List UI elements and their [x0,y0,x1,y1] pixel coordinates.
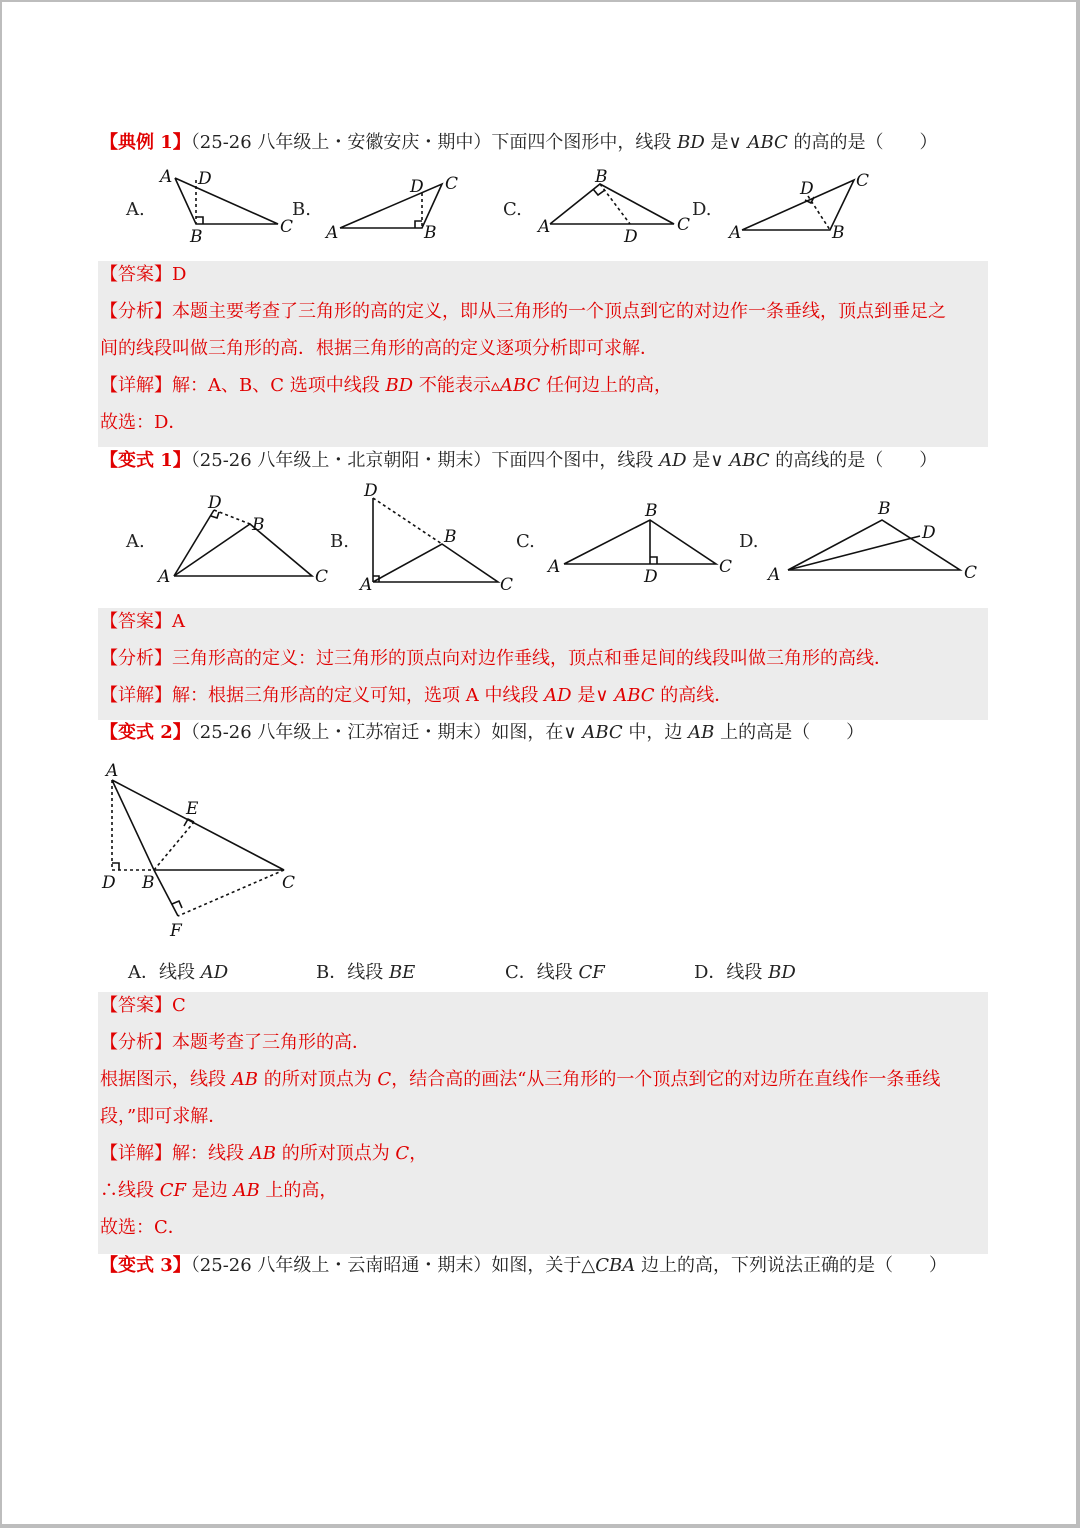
figure-point-label: D [364,481,378,501]
figure-point-label: B [424,223,437,243]
q1-figure-a [175,178,278,224]
question-3: 【变式 2】（25-26 八年级上・江苏宿迁・期末）如图，在∨ ABC 中，边 AB 上的高是（ ） [100,722,865,743]
figure-point-label: A [538,217,551,237]
figure-point-label: C [677,215,691,235]
figure-point-label: D [800,179,814,199]
document-page [2,2,1076,1524]
q1-figure-b [340,184,442,228]
figure-point-label: D [208,493,222,513]
option-label-a: A. [126,531,145,552]
figure-point-label: C [315,567,329,587]
q2-figure-b [373,498,498,582]
option-a: A．线段 AD [128,962,229,983]
analysis-1: 【分析】本题主要考查了三角形的高的定义，即从三角形的一个顶点到它的对边作一条垂线，顶点到垂足之 [100,301,946,322]
figure-point-label: B [252,515,265,535]
analysis-3-line3: 段，”即可求解． [100,1106,227,1127]
option-d: D．线段 BD [694,962,796,983]
analysis-3-line2: 根据图示，线段 AB 的所对顶点为 C，结合高的画法“从三角形的一个顶点到它的对边所在直线作一条垂线 [100,1069,941,1090]
figure-point-label: C [280,217,294,237]
figure-point-label: A [106,761,119,781]
q2-figure-c [564,520,716,564]
figure-point-label: A [548,557,561,577]
answer-1: 【答案】D [100,264,187,285]
figure-point-label: C [282,873,296,893]
figure-point-label: D [198,169,212,189]
q2-figures [2,480,1076,600]
figure-point-label: C [500,575,514,595]
q2-figure-a [174,510,312,576]
figure-point-label: D [410,177,424,197]
option-c: C．线段 CF [505,962,605,983]
question-tag: 【变式 3】 [100,1255,191,1276]
figure-point-label: D [922,523,936,543]
question-tag: 【典例 1】 [100,132,191,153]
q3-figure [92,754,352,944]
option-label-b: B. [292,199,311,220]
option-label-d: D. [692,199,712,220]
detail-1: 【详解】解：A、B、C 选项中线段 BD 不能表示▵ABC 任何边上的高， [100,375,672,396]
detail-2: 【详解】解：根据三角形高的定义可知，选项 A 中线段 AD 是∨ ABC 的高线． [100,685,733,706]
choose-1: 故选：D． [100,412,187,433]
label: A [160,167,173,187]
answer-2: 【答案】A [100,611,185,632]
question-2: 【变式 1】（25-26 八年级上・北京朝阳・期末）下面四个图中，线段 AD 是∨ ABC 的高线的是（ ） [100,450,938,471]
option-label-a: A. [126,199,145,220]
detail-3: 【详解】解：线段 AB 的所对顶点为 C， [100,1143,428,1164]
figure-point-label: B [190,227,203,247]
choose-3: 故选：C． [100,1217,186,1238]
question-tag: 【变式 1】 [100,450,191,471]
question-tag: 【变式 2】 [100,722,191,743]
question-1: 【典例 1】（25-26 八年级上・安徽安庆・期中）下面四个图形中，线段 BD 是∨ ABC 的高的是（ ） [100,132,938,153]
figure-point-label: C [856,171,870,191]
figure-point-label: F [170,921,182,941]
figure-point-label: B [142,873,155,893]
figure-point-label: C [964,563,978,583]
figure-point-label: A [158,567,171,587]
option-b: B．线段 BE [316,962,416,983]
option-label-d: D. [739,531,759,552]
analysis-2: 【分析】三角形高的定义：过三角形的顶点向对边作垂线，顶点和垂足间的线段叫做三角形的高线． [100,648,892,669]
figure-point-label: A [326,223,339,243]
figure-point-label: B [878,499,891,519]
figure-point-label: C [445,174,459,194]
option-label-c: C. [503,199,522,220]
figure-point-label: E [186,799,199,819]
figure-point-label: B [595,167,608,187]
figure-point-label: A [729,223,742,243]
answer-3: 【答案】C [100,995,186,1016]
figure-point-label: B [645,501,658,521]
option-label-b: B. [330,531,349,552]
figure-point-label: D [102,873,116,893]
analysis-1-cont: 间的线段叫做三角形的高．根据三角形的高的定义逐项分析即可求解． [100,338,658,359]
figure-point-label: B [444,527,457,547]
figure-point-label: D [644,567,658,587]
analysis-3: 【分析】本题考查了三角形的高． [100,1032,370,1053]
question-4: 【变式 3】（25-26 八年级上・云南昭通・期末）如图，关于△CBA 边上的高，下列说法正确的是（ ） [100,1255,947,1276]
option-label-c: C. [516,531,535,552]
q1-figure-c [550,184,674,224]
therefore-3: ∴线段 CF 是边 AB 上的高， [100,1180,338,1201]
q1-figures [2,162,1076,262]
figure-point-label: C [719,557,733,577]
figure-point-label: A [360,575,373,595]
figure-point-label: D [624,227,638,247]
figure-point-label: A [768,565,781,585]
figure-point-label: B [832,223,845,243]
